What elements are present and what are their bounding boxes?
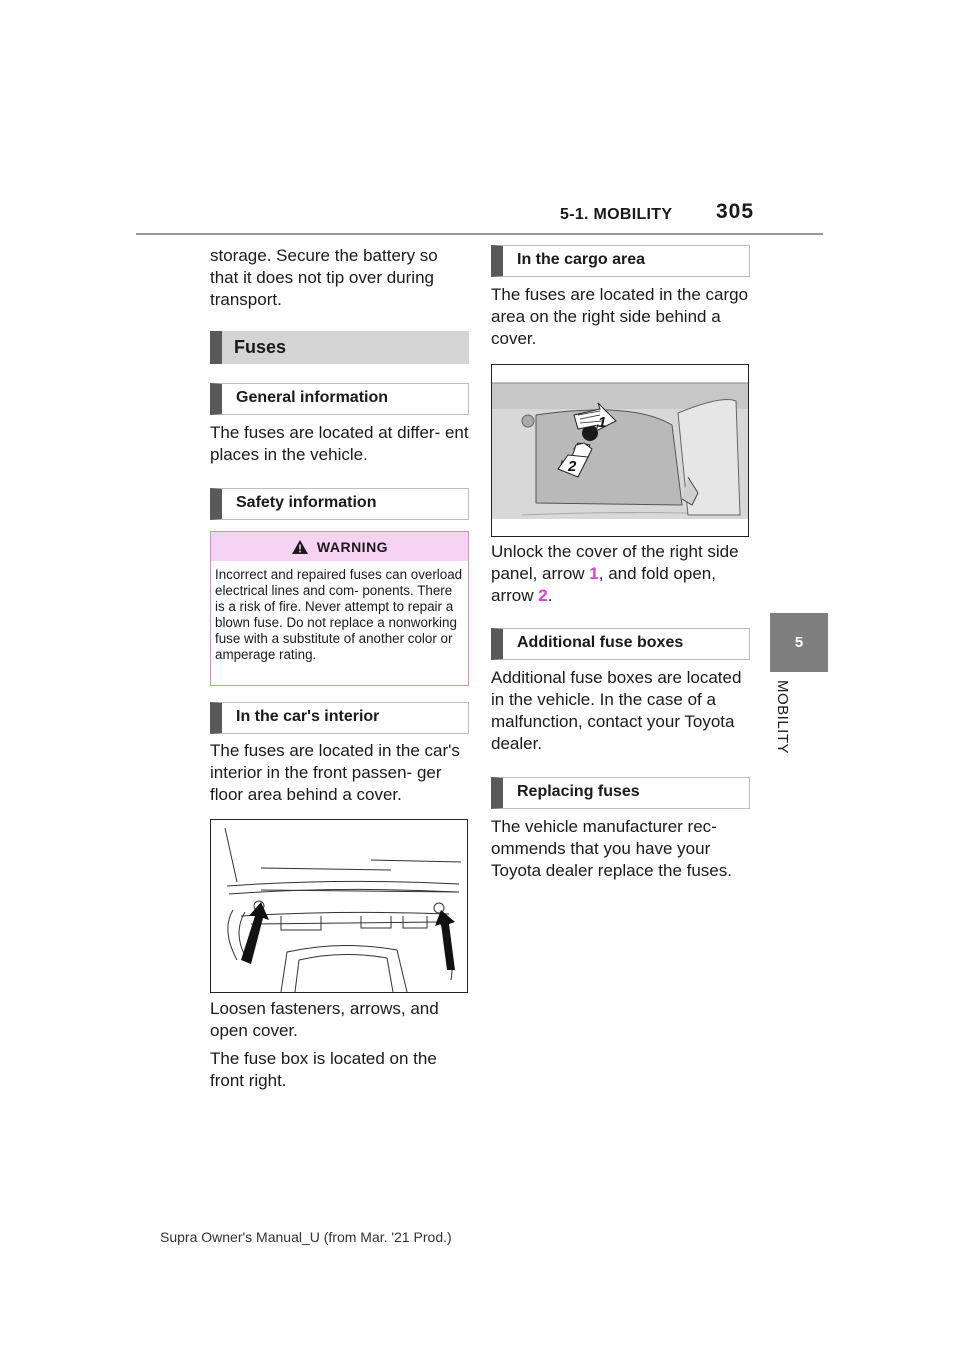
cargo-panel-illustration (492, 365, 748, 536)
cargo-area-text: The fuses are located in the cargo area on the right side behind a cover. (491, 285, 749, 348)
unlock-instructions (491, 541, 753, 607)
chapter-tab: 5 (770, 613, 828, 672)
arrow-2-reference: 2 (538, 586, 548, 605)
unlock-text-part-c: . (547, 586, 553, 605)
additional-fuse-boxes-text: Additional fuse boxes are located in the vehicle. In the case of a malfunction, contact your Toyota dealer. (491, 668, 742, 753)
header-divider (136, 233, 823, 235)
interior-heading: In the car's interior (210, 702, 469, 734)
general-information-heading: General information (210, 383, 469, 415)
cargo-fuse-figure (491, 364, 749, 537)
replacing-fuses-heading: Replacing fuses (491, 777, 750, 809)
footer-text: Supra Owner's Manual_U (from Mar. '21 Prod.) (160, 1229, 452, 1245)
warning-triangle-icon (291, 539, 309, 555)
fuses-heading: Fuses (210, 331, 469, 364)
intro-paragraph: storage. Secure the battery so that it does not tip over during transport. (210, 246, 438, 309)
warning-header (211, 532, 468, 561)
figure-label-1: 1 (598, 414, 607, 431)
unlock-text-part-b: , and fold open, arrow (491, 564, 716, 605)
additional-fuse-boxes-heading: Additional fuse boxes (491, 628, 750, 660)
replacing-fuses-text: The vehicle manufacturer rec- ommends that you have your Toyota dealer replace the fuses. (491, 817, 732, 880)
cargo-area-heading: In the cargo area (491, 245, 750, 277)
safety-information-heading: Safety information (210, 488, 469, 520)
figure-label-2: 2 (568, 458, 577, 475)
chapter-label: MOBILITY (774, 680, 791, 755)
page-number: 305 (716, 200, 755, 223)
interior-dashboard-illustration (211, 820, 467, 992)
loosen-instructions: Loosen fasteners, arrows, and open cover. (210, 999, 439, 1040)
arrow-1-reference: 1 (589, 564, 599, 583)
fuse-box-location-text: The fuse box is located on the front right. (210, 1049, 437, 1090)
unlock-text-part-a: Unlock the cover of the right side panel, arrow (491, 542, 739, 583)
interior-text: The fuses are located in the car's interior in the front passen- ger floor area behind a cover. (210, 741, 460, 804)
warning-text: Incorrect and repaired fuses can overload electrical lines and com- ponents. There is a risk of fire. Never attempt to repair a blown fuse. Do not replace a nonworking fuse with a substitute of another color or amperage rating. (215, 567, 463, 662)
general-information-text: The fuses are located at differ- ent places in the vehicle. (210, 423, 469, 464)
section-title: 5-1. MOBILITY (560, 206, 673, 223)
warning-title: WARNING (316, 538, 389, 555)
warning-box (210, 531, 469, 686)
interior-fuse-figure (210, 819, 468, 993)
